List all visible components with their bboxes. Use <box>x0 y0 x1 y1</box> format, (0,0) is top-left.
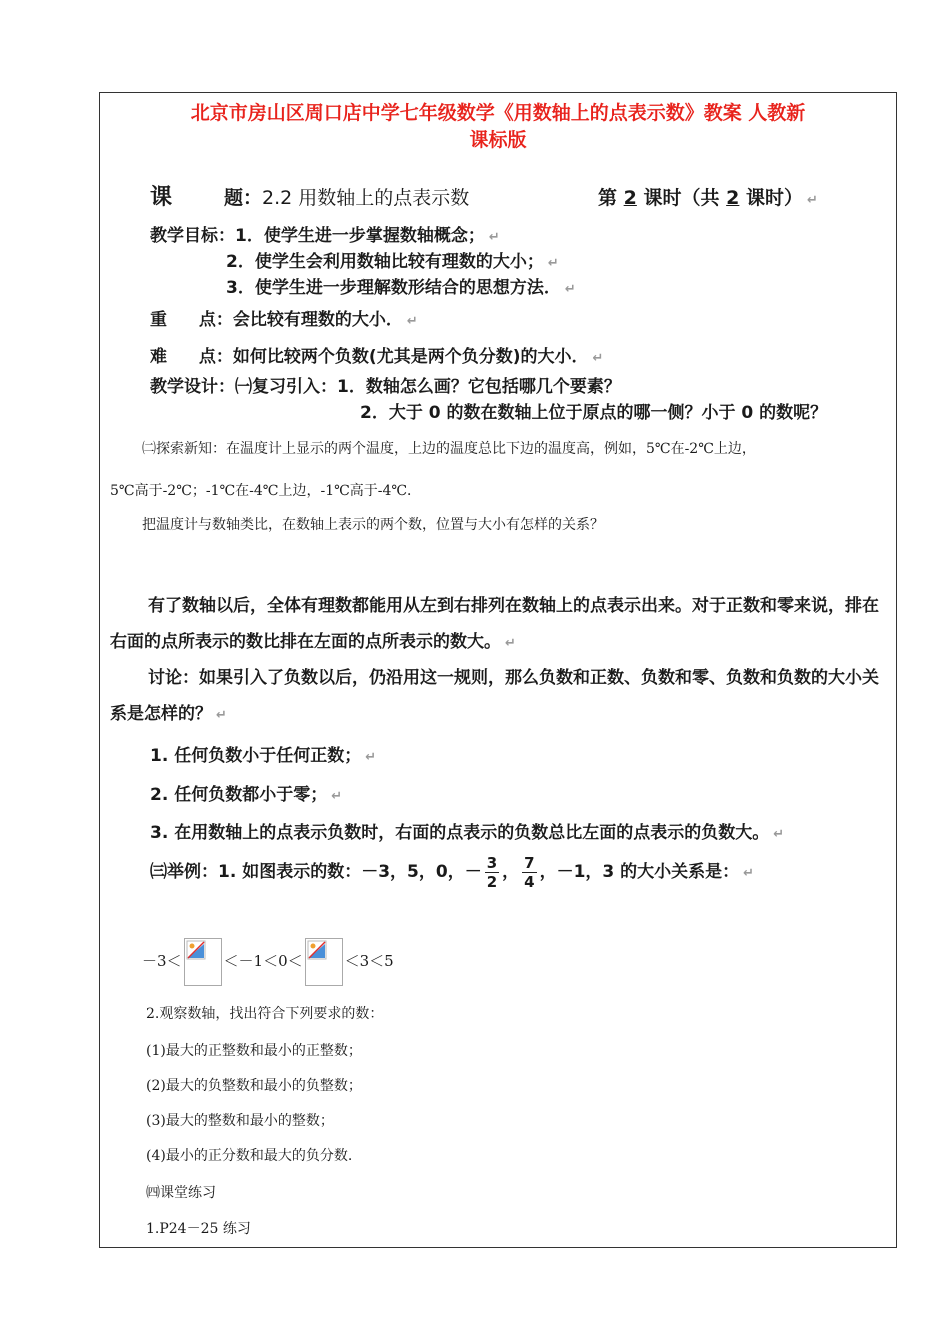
objectives-2 <box>226 247 559 272</box>
title-line-1: 北京市房山区周口店中学七年级数学《用数轴上的点表示数》教案 人教新 <box>190 102 806 124</box>
title-line-2: 课标版 <box>469 129 527 151</box>
broken-image-icon <box>184 938 222 986</box>
objectives-1 <box>150 221 500 246</box>
return-mark: ↵ <box>365 750 377 765</box>
objectives-label: 教学目标： <box>150 226 235 246</box>
rule-paragraph-1-text: 有了数轴以后，全体有理数都能用从左到右排列在数轴上的点表示出来。对于正数和零来说，排在右面的点所表示的数比排在左面的点所表示的数大。 <box>110 596 879 652</box>
lesson-header <box>150 180 172 211</box>
objective-item-3: 3．使学生进一步理解数形结合的思想方法． <box>226 278 561 298</box>
key-point-label-1: 重 <box>150 310 167 330</box>
key-point <box>150 305 418 330</box>
design-question-2: 2．大于 0 的数在数轴上位于原点的哪一侧？小于 0 的数呢？ <box>360 403 828 423</box>
observe-item-3: (3)最大的整数和最小的整数； <box>146 1113 334 1129</box>
key-point-label-2: 点： <box>198 310 233 330</box>
return-mark: ↵ <box>807 193 818 208</box>
example-text-1: 1. 如图表示的数：－3，5，0，－ <box>218 862 482 882</box>
design-question-2-line <box>360 398 827 423</box>
ordering-part-a: －3＜ <box>142 952 182 970</box>
period-total: 2 <box>726 187 740 209</box>
document-title <box>100 100 896 154</box>
explore-line-1: ㈡探索新知：在温度计上显示的两个温度，上边的温度总比下边的温度高，例如，5℃在-2℃上边， <box>142 441 756 457</box>
return-mark: ↵ <box>773 827 785 842</box>
observe-item-4: (4)最小的正分数和最大的负分数. <box>146 1148 353 1164</box>
return-mark: ↵ <box>216 708 227 723</box>
key-point-text: 会比较有理数的大小． <box>232 310 403 330</box>
rule-item-2-text: 2. 任何负数都小于零； <box>150 785 328 805</box>
observe-item-1: (1)最大的正整数和最小的正整数； <box>146 1043 362 1059</box>
fraction-1-numerator: 3 <box>486 853 498 872</box>
rule-paragraph-2-text: 讨论：如果引入了负数以后，仍沿用这一规则，那么负数和正数、负数和零、负数和负数的大小关系是怎样的？ <box>110 668 879 724</box>
ordering-part-c: ＜3＜5 <box>344 952 394 970</box>
lesson-topic-text: 2.2 用数轴上的点表示数 <box>262 187 470 209</box>
lesson-topic <box>224 183 469 210</box>
example-separator: ， <box>502 862 520 882</box>
period-keshi-end: 课时） <box>746 187 804 209</box>
explore-line-2: 5℃高于-2℃；-1℃在-4℃上边，-1℃高于-4℃． <box>110 483 422 499</box>
ordering-line <box>142 936 394 986</box>
return-mark: ↵ <box>505 636 516 651</box>
fraction-7-4 <box>522 854 536 891</box>
difficulty-label-1: 难 <box>150 347 167 367</box>
rule-paragraph-2 <box>110 660 882 734</box>
practice-label: ㈣课堂练习 <box>146 1185 216 1201</box>
rule-item-2 <box>150 780 342 805</box>
broken-image-icon <box>305 938 343 986</box>
ordering-part-b: ＜－1＜0＜ <box>223 952 303 970</box>
lesson-ke-label: 课 <box>150 185 173 210</box>
difficulty-text: 如何比较两个负数(尤其是两个负分数)的大小． <box>232 347 589 367</box>
return-mark: ↵ <box>406 314 418 329</box>
fraction-2-numerator: 7 <box>524 853 535 872</box>
return-mark: ↵ <box>743 866 755 881</box>
rule-item-3 <box>150 818 784 843</box>
example-line <box>150 850 754 896</box>
rule-item-1 <box>150 741 376 766</box>
return-mark: ↵ <box>547 256 559 271</box>
rule-item-1-text: 1. 任何负数小于任何正数； <box>150 746 362 766</box>
objectives-3 <box>226 273 576 298</box>
period-keshi: 课时（共 <box>643 187 720 209</box>
example-text-2: ，－1，3 的大小关系是： <box>539 862 740 882</box>
explore-line-3: 把温度计与数轴类比，在数轴上表示的两个数，位置与大小有怎样的关系？ <box>142 517 604 533</box>
design-question-1: 1．数轴怎么画？它包括哪几个要素？ <box>337 377 621 397</box>
objective-item-1: 1．使学生进一步掌握数轴概念； <box>235 226 485 246</box>
return-mark: ↵ <box>592 351 604 366</box>
observe-title: 2.观察数轴，找出符合下列要求的数： <box>146 1006 384 1022</box>
practice-item: 1.P24－25 练习 <box>146 1221 251 1237</box>
difficulty <box>150 342 603 367</box>
fraction-1-denominator: 2 <box>486 872 498 891</box>
lesson-period <box>598 183 818 210</box>
lesson-ti-label: 题： <box>224 187 263 209</box>
rule-paragraph-1 <box>110 588 882 662</box>
fraction-3-2 <box>485 854 499 891</box>
period-current: 2 <box>623 187 637 209</box>
fraction-2-denominator: 4 <box>524 872 535 891</box>
design-label: 教学设计：㈠复习引入： <box>150 377 337 397</box>
return-mark: ↵ <box>488 230 500 245</box>
rule-item-3-text: 3. 在用数轴上的点表示负数时，右面的点表示的负数总比左面的点表示的负数大。 <box>150 823 770 843</box>
return-mark: ↵ <box>564 282 576 297</box>
design-review <box>150 372 621 397</box>
objective-item-2: 2．使学生会利用数轴比较有理数的大小； <box>226 252 544 272</box>
difficulty-label-2: 点： <box>198 347 233 367</box>
observe-item-2: (2)最大的负整数和最小的负整数； <box>146 1078 362 1094</box>
example-label: ㈢举例： <box>150 862 218 882</box>
period-di: 第 <box>598 187 618 209</box>
return-mark: ↵ <box>331 789 343 804</box>
